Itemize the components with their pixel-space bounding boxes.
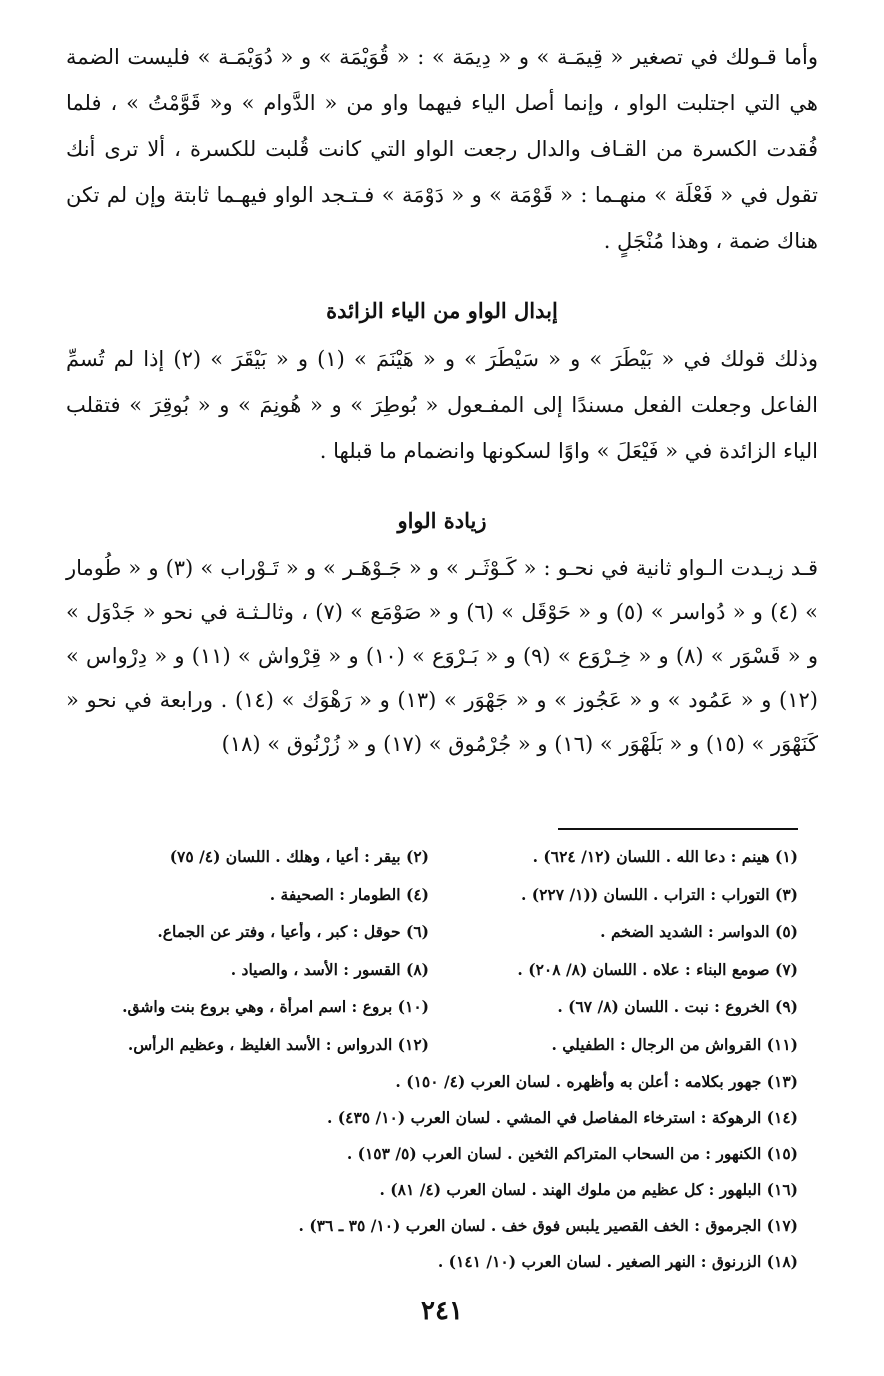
footnotes-full-width — [60, 1064, 798, 1280]
footnote-12: (١٢) الدرواس : الأسد الغليظ ، وعظيم الرأس. — [127, 1034, 429, 1054]
footnote-row — [60, 951, 798, 989]
paragraph-waw-from-ya: وذلك قولك في « بَيْطَرَ » و « سَيْطَرَ » و « هَيْنَمَ » (١) و « بَيْقَرَ » (٢) إذا لم تُسمِّ الفاعل وجعلت الفعل مسندًا إلى المفـعول « بُوطِرَ » و « هُونِمَ » و « بُوقِرَ » فتقلب الياء الزائدة في « فَيْعَلَ » واوًا لسكونها وانضمام ما قبلها . — [66, 347, 818, 463]
footnote-4: (٤) الطومار : الصحيفة . — [269, 884, 429, 904]
footnote-divider — [558, 828, 798, 830]
footnote-1: (١) هينم : دعا الله . اللسان (١٢/ ٦٢٤) . — [532, 847, 798, 867]
footnote-row — [60, 988, 798, 1026]
section-heading-waw-from-ya: إبدال الواو من الياء الزائدة — [326, 298, 558, 323]
footnote-row — [60, 1026, 798, 1064]
footnote-10: (١٠) بروع : اسم امرأة ، وهي بروع بنت واشق. — [122, 997, 429, 1017]
footnote-6: (٦) حوقل : كبر ، وأعيا ، وفتر عن الجماع. — [157, 922, 429, 942]
footnote-row — [60, 913, 798, 951]
footnote-8: (٨) القسور : الأسد ، والصياد . — [230, 959, 429, 979]
footnote-17: (١٧) الجرموق : الخف القصير يلبس فوق خف . لسان العرب (١٠/ ٣٥ ـ ٣٦) . — [298, 1216, 798, 1235]
footnote-2: (٢) بيقر : أعيا ، وهلك . اللسان (٤/ ٧٥) — [169, 847, 429, 867]
footnote-18: (١٨) الزرنوق : النهر الصغير . لسان العرب (١٠/ ١٤١) . — [437, 1252, 798, 1271]
footnote-13: (١٣) جهور بكلامه : أعلن به وأظهره . لسان العرب (٤/ ١٥٠) . — [395, 1072, 798, 1091]
page-number: ٢٤١ — [421, 1296, 463, 1326]
footnote-9: (٩) الخروع : نبت . اللسان (٨/ ٦٧) . — [557, 997, 798, 1017]
footnote-15: (١٥) الكنهور : من السحاب المتراكم الثخين . لسان العرب (٥/ ١٥٣) . — [346, 1144, 798, 1163]
footnote-7: (٧) صومع البناء : علاه . اللسان (٨/ ٢٠٨) . — [517, 959, 798, 979]
footnote-14: (١٤) الرهوكة : استرخاء المفاصل في المشي . لسان العرب (١٠/ ٤٣٥) . — [327, 1108, 798, 1127]
footnote-row — [60, 876, 798, 914]
footnote-3: (٣) التوراب : التراب . اللسان ((١/ ٢٢٧) . — [520, 884, 798, 904]
paragraph-vowel-restoration: وأما قـولك في تصغير « قِيمَـة » و « دِيمَة » : « قُوَيْمَة » و « دُوَيْمَـة » فليست الضمة هي التي اجتلبت الواو ، وإنما أصل الياء فيهما واو من « الدَّوام » و« قَوَّمْتُ » ، فلما فُقدت الكسرة من القـاف والدال رجعت الواو التي كانت قُلبت للكسرة ، ألا ترى أنك تقول في « فَعْلَة » منهـما : « قَوْمَة » و « دَوْمَة » فـتـجد الواو فيهـما ثابتة وإن لم تكن هناك ضمة ، وهذا مُنْجَلٍ . — [66, 45, 818, 253]
footnotes-two-column — [60, 838, 798, 1063]
paragraph-waw-addition: قـد زيـدت الـواو ثانية في نحـو : « كَـوْثَـر » و « جَـوْهَـر » و « تَـوْراب » (٣) و « طُومار » (٤) و « دُواسر » (٥) و « حَوْقَل » (٦) و « صَوْمَع » (٧) ، وثالـثـة في نحو « جَدْوَل » و « قَسْوَر » (٨) و « خِـرْوَع » (٩) و « بَـرْوَع » (١٠) و « قِرْواش » (١١) و « دِرْواس » (١٢) و « عَمُود » و « عَجُوز » و « جَهْوَر » (١٣) و « رَهْوَك » (١٤) . ورابعة في نحو « كَنَهْوَر » (١٥) و « بَلَهْوَر » (١٦) و « جُرْمُوق » (١٧) و « زُرْنُوق » (١٨) — [66, 556, 819, 756]
section-heading-waw-addition: زيادة الواو — [397, 508, 487, 533]
footnote-11: (١١) القرواش من الرجال : الطفيلي . — [551, 1034, 798, 1054]
footnote-16: (١٦) البلهور : كل عظيم من ملوك الهند . لسان العرب (٤/ ٨١) . — [379, 1180, 798, 1199]
footnote-5: (٥) الدواسر : الشديد الضخم . — [600, 922, 798, 942]
footnote-row — [60, 838, 798, 876]
